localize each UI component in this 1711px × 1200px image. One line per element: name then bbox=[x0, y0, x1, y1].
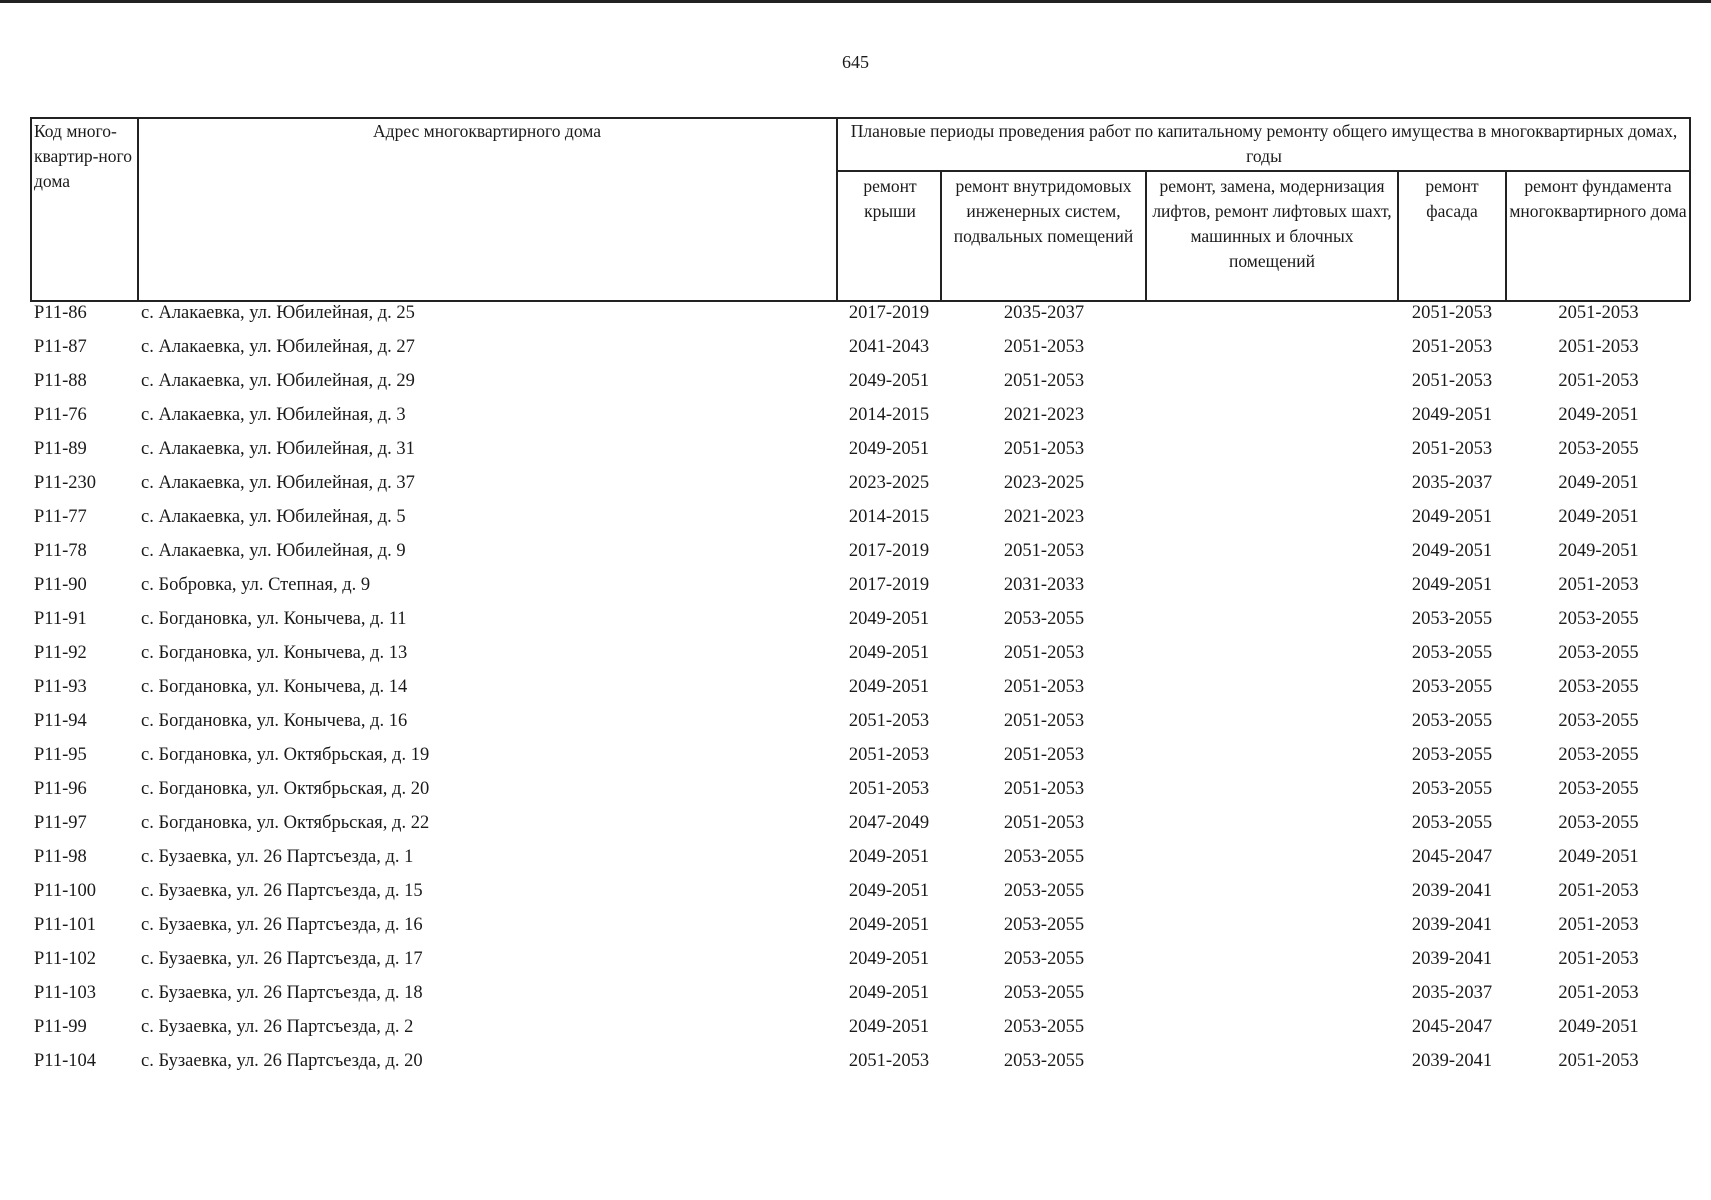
table-row bbox=[30, 811, 1690, 845]
cell-roof: 2051-2053 bbox=[848, 1051, 930, 1071]
cell-systems: 2031-2033 bbox=[1003, 575, 1085, 595]
header-roof: ремонт крыши bbox=[863, 176, 917, 221]
table-row bbox=[30, 743, 1690, 777]
cell-facade: 2035-2037 bbox=[1411, 983, 1493, 1003]
cell-foundation: 2051-2053 bbox=[1558, 915, 1639, 935]
cell-roof: 2049-2051 bbox=[848, 983, 930, 1003]
header-col-divider bbox=[836, 117, 838, 301]
cell-roof: 2049-2051 bbox=[848, 609, 930, 629]
cell-address: с. Бузаевка, ул. 26 Партсъезда, д. 2 bbox=[141, 1017, 414, 1037]
cell-facade: 2035-2037 bbox=[1411, 473, 1493, 493]
cell-facade: 2045-2047 bbox=[1411, 1017, 1493, 1037]
cell-systems: 2051-2053 bbox=[1003, 643, 1085, 663]
cell-roof: 2049-2051 bbox=[848, 1017, 930, 1037]
cell-code: P11-102 bbox=[34, 949, 97, 969]
cell-roof: 2051-2053 bbox=[848, 711, 930, 731]
cell-roof: 2049-2051 bbox=[848, 371, 930, 391]
cell-roof: 2041-2043 bbox=[848, 337, 930, 357]
cell-systems: 2053-2055 bbox=[1003, 609, 1085, 629]
table-row bbox=[30, 301, 1690, 335]
cell-foundation: 2049-2051 bbox=[1558, 507, 1639, 527]
cell-systems: 2035-2037 bbox=[1003, 303, 1085, 323]
cell-code: P11-87 bbox=[34, 337, 87, 357]
cell-address: с. Алакаевка, ул. Юбилейная, д. 9 bbox=[141, 541, 406, 561]
cell-systems: 2053-2055 bbox=[1003, 983, 1085, 1003]
cell-roof: 2017-2019 bbox=[848, 303, 930, 323]
cell-roof: 2049-2051 bbox=[848, 915, 930, 935]
cell-facade: 2053-2055 bbox=[1411, 779, 1493, 799]
cell-systems: 2051-2053 bbox=[1003, 779, 1085, 799]
table-row bbox=[30, 879, 1690, 913]
cell-foundation: 2051-2053 bbox=[1558, 337, 1639, 357]
cell-code: P11-77 bbox=[34, 507, 87, 527]
cell-foundation: 2051-2053 bbox=[1558, 949, 1639, 969]
cell-systems: 2053-2055 bbox=[1003, 1051, 1085, 1071]
table-row bbox=[30, 505, 1690, 539]
cell-facade: 2051-2053 bbox=[1411, 303, 1493, 323]
table-row bbox=[30, 471, 1690, 505]
cell-address: с. Алакаевка, ул. Юбилейная, д. 5 bbox=[141, 507, 406, 527]
table-row bbox=[30, 437, 1690, 471]
cell-address: с. Бобровка, ул. Степная, д. 9 bbox=[141, 575, 371, 595]
header-address: Адрес многоквартирного дома bbox=[373, 121, 601, 141]
cell-address: с. Алакаевка, ул. Юбилейная, д. 25 bbox=[141, 303, 415, 323]
cell-facade: 2049-2051 bbox=[1411, 405, 1493, 425]
cell-address: с. Бузаевка, ул. 26 Партсъезда, д. 1 bbox=[141, 847, 414, 867]
cell-systems: 2051-2053 bbox=[1003, 439, 1085, 459]
page-number: 645 bbox=[842, 52, 869, 72]
cell-facade: 2053-2055 bbox=[1411, 745, 1493, 765]
cell-code: P11-95 bbox=[34, 745, 87, 765]
cell-address: с. Богдановка, ул. Конычева, д. 14 bbox=[141, 677, 408, 697]
cell-facade: 2039-2041 bbox=[1411, 881, 1493, 901]
cell-address: с. Алакаевка, ул. Юбилейная, д. 3 bbox=[141, 405, 406, 425]
cell-code: P11-99 bbox=[34, 1017, 87, 1037]
cell-foundation: 2049-2051 bbox=[1558, 541, 1639, 561]
cell-code: P11-94 bbox=[34, 711, 87, 731]
table-row bbox=[30, 335, 1690, 369]
table-row bbox=[30, 641, 1690, 675]
cell-systems: 2053-2055 bbox=[1003, 915, 1085, 935]
table-row bbox=[30, 1015, 1690, 1049]
cell-facade: 2045-2047 bbox=[1411, 847, 1493, 867]
cell-systems: 2051-2053 bbox=[1003, 813, 1085, 833]
cell-roof: 2049-2051 bbox=[848, 643, 930, 663]
cell-address: с. Алакаевка, ул. Юбилейная, д. 31 bbox=[141, 439, 415, 459]
cell-facade: 2053-2055 bbox=[1411, 711, 1493, 731]
cell-code: P11-98 bbox=[34, 847, 87, 867]
cell-address: с. Богдановка, ул. Октябрьская, д. 22 bbox=[141, 813, 430, 833]
table-row bbox=[30, 369, 1690, 403]
cell-code: P11-76 bbox=[34, 405, 87, 425]
header-col-divider bbox=[1397, 170, 1399, 301]
cell-foundation: 2051-2053 bbox=[1558, 881, 1639, 901]
cell-code: P11-90 bbox=[34, 575, 87, 595]
table-row bbox=[30, 607, 1690, 641]
cell-roof: 2049-2051 bbox=[848, 949, 930, 969]
header-periods: Плановые периоды проведения работ по капитальному ремонту общего имущества в многоквартирных домах, годы bbox=[850, 121, 1678, 166]
cell-facade: 2039-2041 bbox=[1411, 1051, 1493, 1071]
cell-code: P11-91 bbox=[34, 609, 87, 629]
table-row bbox=[30, 539, 1690, 573]
table-header bbox=[30, 117, 1690, 301]
table-row bbox=[30, 913, 1690, 947]
cell-address: с. Бузаевка, ул. 26 Партсъезда, д. 17 bbox=[141, 949, 423, 969]
cell-address: с. Бузаевка, ул. 26 Партсъезда, д. 18 bbox=[141, 983, 423, 1003]
cell-facade: 2051-2053 bbox=[1411, 337, 1493, 357]
header-col-divider bbox=[940, 170, 942, 301]
cell-address: с. Богдановка, ул. Октябрьская, д. 20 bbox=[141, 779, 430, 799]
cell-code: P11-92 bbox=[34, 643, 87, 663]
table-row bbox=[30, 1049, 1690, 1083]
cell-address: с. Богдановка, ул. Конычева, д. 11 bbox=[141, 609, 407, 629]
cell-foundation: 2053-2055 bbox=[1558, 779, 1639, 799]
cell-systems: 2021-2023 bbox=[1003, 405, 1085, 425]
cell-code: P11-93 bbox=[34, 677, 87, 697]
cell-systems: 2051-2053 bbox=[1003, 541, 1085, 561]
cell-systems: 2051-2053 bbox=[1003, 711, 1085, 731]
cell-code: P11-103 bbox=[34, 983, 97, 1003]
cell-code: P11-78 bbox=[34, 541, 87, 561]
cell-address: с. Бузаевка, ул. 26 Партсъезда, д. 20 bbox=[141, 1051, 423, 1071]
header-col-divider bbox=[1145, 170, 1147, 301]
cell-code: P11-89 bbox=[34, 439, 87, 459]
cell-systems: 2051-2053 bbox=[1003, 745, 1085, 765]
cell-code: P11-88 bbox=[34, 371, 87, 391]
cell-foundation: 2051-2053 bbox=[1558, 371, 1639, 391]
cell-code: P11-101 bbox=[34, 915, 97, 935]
cell-systems: 2053-2055 bbox=[1003, 1017, 1085, 1037]
table-row bbox=[30, 675, 1690, 709]
cell-facade: 2051-2053 bbox=[1411, 439, 1493, 459]
cell-facade: 2051-2053 bbox=[1411, 371, 1493, 391]
cell-roof: 2014-2015 bbox=[848, 507, 930, 527]
cell-systems: 2053-2055 bbox=[1003, 949, 1085, 969]
cell-systems: 2051-2053 bbox=[1003, 337, 1085, 357]
cell-address: с. Алакаевка, ул. Юбилейная, д. 29 bbox=[141, 371, 415, 391]
cell-roof: 2049-2051 bbox=[848, 439, 930, 459]
cell-code: P11-96 bbox=[34, 779, 87, 799]
cell-roof: 2017-2019 bbox=[848, 575, 930, 595]
cell-foundation: 2053-2055 bbox=[1558, 745, 1639, 765]
header-code: Код много-квартир-ного дома bbox=[34, 121, 133, 191]
header-mid-rule bbox=[836, 170, 1690, 172]
cell-facade: 2053-2055 bbox=[1411, 609, 1493, 629]
cell-roof: 2014-2015 bbox=[848, 405, 930, 425]
cell-foundation: 2049-2051 bbox=[1558, 847, 1639, 867]
cell-code: P11-230 bbox=[34, 473, 97, 493]
header-facade: ремонт фасада bbox=[1425, 176, 1479, 221]
cell-roof: 2047-2049 bbox=[848, 813, 930, 833]
cell-address: с. Алакаевка, ул. Юбилейная, д. 27 bbox=[141, 337, 415, 357]
table-row bbox=[30, 709, 1690, 743]
cell-address: с. Богдановка, ул. Октябрьская, д. 19 bbox=[141, 745, 430, 765]
cell-foundation: 2053-2055 bbox=[1558, 609, 1639, 629]
cell-facade: 2039-2041 bbox=[1411, 915, 1493, 935]
cell-facade: 2049-2051 bbox=[1411, 575, 1493, 595]
cell-facade: 2053-2055 bbox=[1411, 643, 1493, 663]
table-body bbox=[30, 301, 1690, 1083]
cell-address: с. Алакаевка, ул. Юбилейная, д. 37 bbox=[141, 473, 415, 493]
cell-roof: 2049-2051 bbox=[848, 677, 930, 697]
cell-address: с. Богдановка, ул. Конычева, д. 13 bbox=[141, 643, 408, 663]
table-row bbox=[30, 845, 1690, 879]
cell-address: с. Бузаевка, ул. 26 Партсъезда, д. 15 bbox=[141, 881, 423, 901]
cell-address: с. Богдановка, ул. Конычева, д. 16 bbox=[141, 711, 408, 731]
header-foundation: ремонт фундамента многоквартирного дома bbox=[1509, 176, 1687, 221]
cell-foundation: 2049-2051 bbox=[1558, 405, 1639, 425]
cell-systems: 2021-2023 bbox=[1003, 507, 1085, 527]
cell-foundation: 2051-2053 bbox=[1558, 575, 1639, 595]
cell-systems: 2051-2053 bbox=[1003, 677, 1085, 697]
cell-roof: 2023-2025 bbox=[848, 473, 930, 493]
cell-systems: 2053-2055 bbox=[1003, 847, 1085, 867]
cell-systems: 2023-2025 bbox=[1003, 473, 1085, 493]
cell-systems: 2053-2055 bbox=[1003, 881, 1085, 901]
cell-facade: 2049-2051 bbox=[1411, 507, 1493, 527]
cell-foundation: 2053-2055 bbox=[1558, 813, 1639, 833]
table-row bbox=[30, 947, 1690, 981]
cell-foundation: 2049-2051 bbox=[1558, 473, 1639, 493]
header-systems: ремонт внутридомовых инженерных систем, подвальных помещений bbox=[953, 176, 1134, 246]
cell-code: P11-100 bbox=[34, 881, 97, 901]
cell-foundation: 2053-2055 bbox=[1558, 643, 1639, 663]
table-row bbox=[30, 573, 1690, 607]
cell-foundation: 2051-2053 bbox=[1558, 1051, 1639, 1071]
header-col-divider bbox=[137, 117, 139, 301]
cell-foundation: 2049-2051 bbox=[1558, 1017, 1639, 1037]
cell-facade: 2039-2041 bbox=[1411, 949, 1493, 969]
cell-code: P11-97 bbox=[34, 813, 87, 833]
table-row bbox=[30, 777, 1690, 811]
cell-address: с. Бузаевка, ул. 26 Партсъезда, д. 16 bbox=[141, 915, 423, 935]
header-lifts: ремонт, замена, модернизация лифтов, ремонт лифтовых шахт, машинных и блочных помещений bbox=[1152, 176, 1392, 271]
header-col-divider bbox=[1689, 117, 1691, 301]
table-row bbox=[30, 403, 1690, 437]
cell-foundation: 2051-2053 bbox=[1558, 983, 1639, 1003]
table-row bbox=[30, 981, 1690, 1015]
cell-foundation: 2051-2053 bbox=[1558, 303, 1639, 323]
cell-facade: 2053-2055 bbox=[1411, 677, 1493, 697]
cell-systems: 2051-2053 bbox=[1003, 371, 1085, 391]
top-border-rule bbox=[0, 0, 1711, 3]
cell-roof: 2051-2053 bbox=[848, 745, 930, 765]
cell-foundation: 2053-2055 bbox=[1558, 439, 1639, 459]
cell-roof: 2049-2051 bbox=[848, 881, 930, 901]
cell-facade: 2049-2051 bbox=[1411, 541, 1493, 561]
cell-foundation: 2053-2055 bbox=[1558, 677, 1639, 697]
cell-facade: 2053-2055 bbox=[1411, 813, 1493, 833]
cell-foundation: 2053-2055 bbox=[1558, 711, 1639, 731]
cell-code: P11-104 bbox=[34, 1051, 97, 1071]
cell-roof: 2051-2053 bbox=[848, 779, 930, 799]
cell-code: P11-86 bbox=[34, 303, 87, 323]
cell-roof: 2017-2019 bbox=[848, 541, 930, 561]
cell-roof: 2049-2051 bbox=[848, 847, 930, 867]
header-col-divider bbox=[30, 117, 32, 301]
